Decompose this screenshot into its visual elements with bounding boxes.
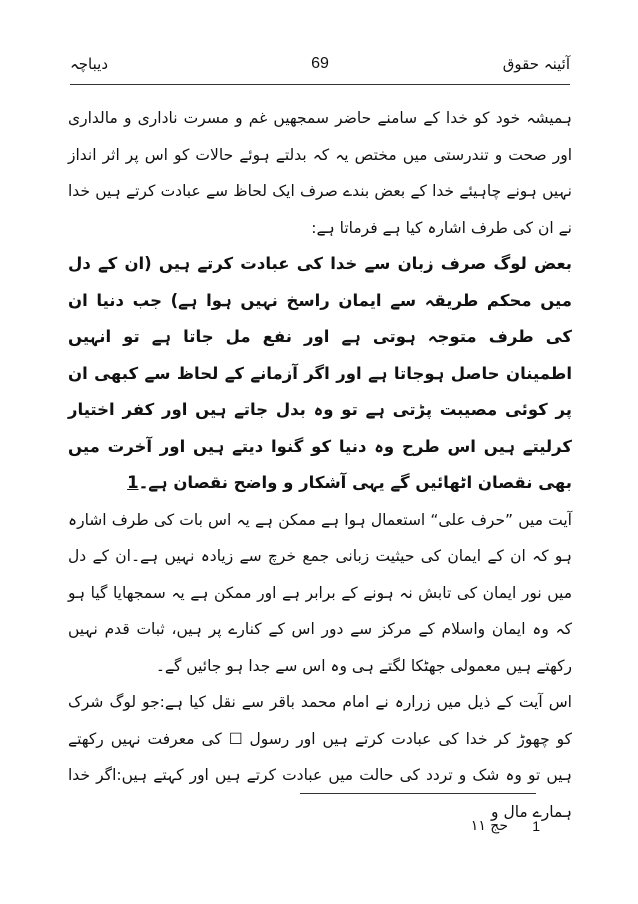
page-body (68, 100, 572, 830)
quoted-verse (68, 246, 572, 502)
intro-paragraph: ہمیشہ خود کو خدا کے سامنے حاضر سمجھیں غم و مسرت ناداری و مالداری اور صحت و تندرستی میں مختص یہ کہ بدلتے ہوئے حالات کو اس پر اثر انداز نہیں ہونے چاہیئے خدا کے بعض بندے صرف ایک لحاظ سے عبادت کرتے ہیں خدا نے ان کی طرف اشارہ کیا ہے فرماتا ہے: (68, 109, 572, 237)
narration-paragraph: اس آیت کے ذیل میں زرارہ نے امام محمد باقر سے نقل کیا ہے:جو لوگ شرک کو چھوڑ کر خدا کی عبادت کرتے ہیں اور رسول ☐ کی معرفت نہیں رکھتے ہیں تو وہ شک و تردد کی حالت میں عبادت کرتے ہیں اور کہتے ہیں:اگر خدا ہمارے مال و (68, 693, 572, 821)
commentary-paragraph: آیت میں ”حرف علی“ استعمال ہوا ہے ممکن ہے یہ اس بات کی طرف اشارہ ہو کہ ان کے ایمان کی حیثیت زبانی جمع خرچ سے زیادہ نہیں ہے۔ان کے دل میں نور ایمان کی تابش نہ ہونے کے برابر ہے اور ممکن ہے یہ سمجھایا گیا ہو کہ وہ ایمان واسلام کے مرکز سے دور اس کے کنارے پر ہیں، ثبات قدم نہیں رکھتے ہیں معمولی جھٹکا لگتے ہی وہ اس سے جدا ہو جائیں گے۔ (68, 510, 572, 675)
header-divider (70, 84, 570, 85)
page-header (70, 55, 570, 81)
footnote-reference[interactable]: 1 (127, 473, 139, 492)
footnote-number: 1 (532, 818, 540, 834)
footnote (100, 818, 540, 842)
footnote-divider (300, 793, 536, 794)
book-title: آئینہ حقوق (502, 55, 570, 73)
quoted-verse-text: بعض لوگ صرف زبان سے خدا کی عبادت کرتے ہیں (ان کے دل میں محکم طریقہ سے ایمان راسخ نہیں ہوا ہے) جب دنیا ان کی طرف متوجہ ہوتی ہے اور نفع مل جاتا ہے تو انہیں اطمینان حاصل ہوجاتا ہے اور اگر آزمانے کے لحاظ سے کبھی ان پر کوئی مصیبت پڑتی ہے تو وہ بدل جاتے ہیں اور کفر اختیار کرلیتے ہیں اس طرح وہ دنیا کو گنوا دیتے ہیں اور آخرت میں بھی نقصان اٹھائیں گے یہی آشکار و واضح نقصان ہے۔ (68, 254, 572, 492)
section-title: دیباچہ (70, 55, 109, 73)
page-number: 69 (311, 55, 329, 72)
footnote-text: حج ۱۱ (470, 818, 508, 834)
